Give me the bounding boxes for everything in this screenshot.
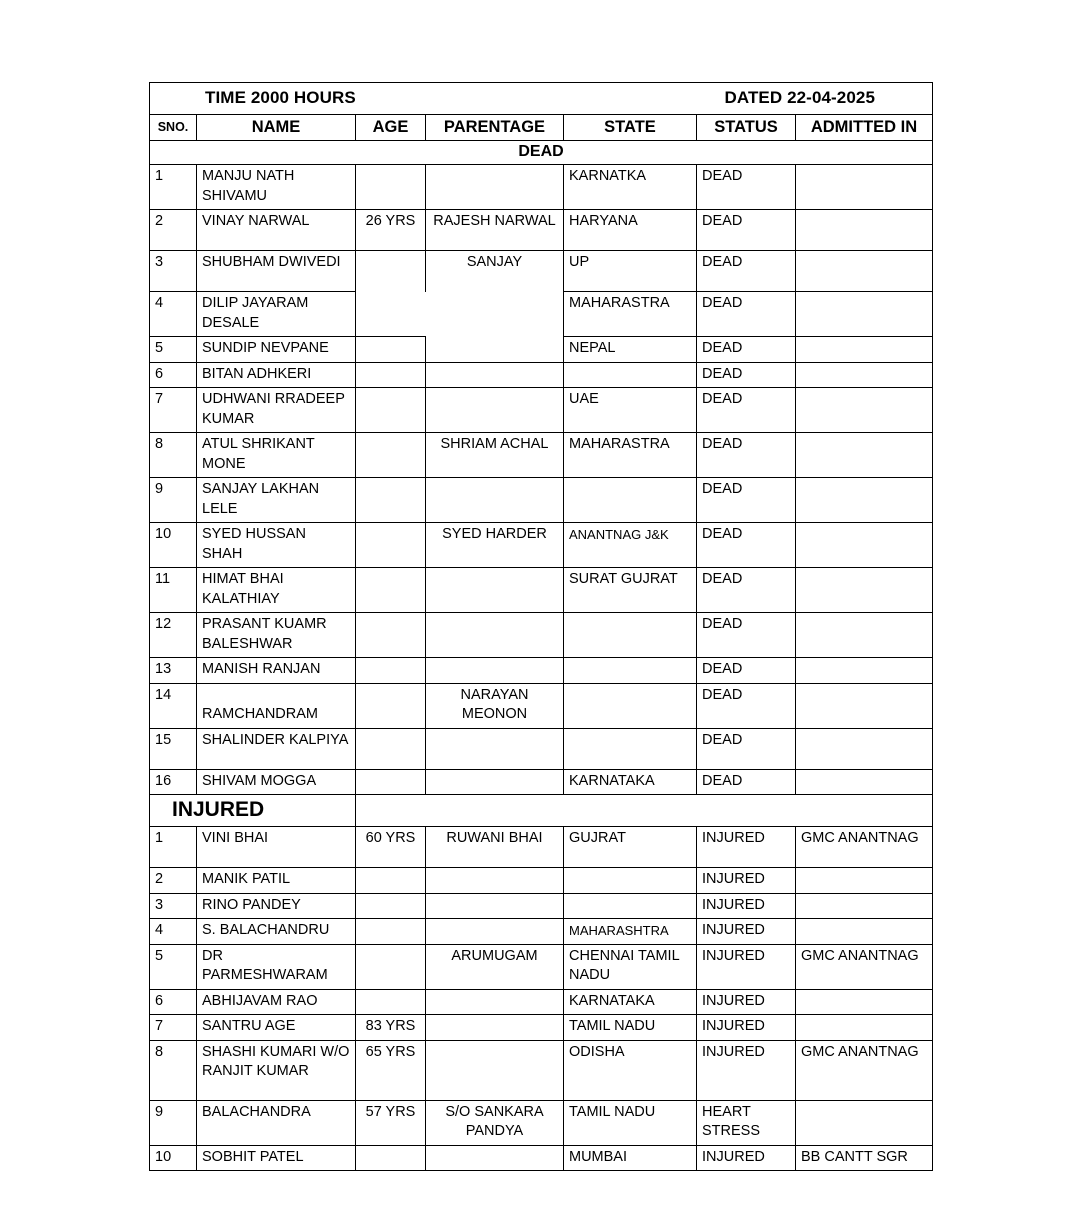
table-row — [150, 388, 933, 433]
cell-state: SURAT GUJRAT — [564, 568, 697, 613]
cell-admitted-in — [796, 1015, 933, 1041]
cell-sno: 3 — [150, 893, 197, 919]
cell-state: NEPAL — [564, 337, 697, 363]
cell-status: DEAD — [697, 728, 796, 769]
cell-sno: 6 — [150, 989, 197, 1015]
cell-admitted-in: GMC ANANTNAG — [796, 1040, 933, 1100]
cell-name: SYED HUSSAN SHAH — [197, 523, 356, 568]
cell-age — [356, 989, 426, 1015]
cell-age — [356, 893, 426, 919]
cell-state: HARYANA — [564, 210, 697, 251]
cell-status: DEAD — [697, 337, 796, 363]
cell-parentage — [426, 1015, 564, 1041]
cell-state — [564, 728, 697, 769]
cell-status: INJURED — [697, 1145, 796, 1171]
cell-parentage — [426, 989, 564, 1015]
cell-admitted-in — [796, 919, 933, 945]
cell-sno: 1 — [150, 827, 197, 868]
cell-name: SHUBHAM DWIVEDI — [197, 251, 356, 292]
cell-admitted-in — [796, 433, 933, 478]
cell-sno: 7 — [150, 1015, 197, 1041]
cell-name: ATUL SHRIKANT MONE — [197, 433, 356, 478]
cell-state: ANANTNAG J&K — [564, 523, 697, 568]
cell-admitted-in: GMC ANANTNAG — [796, 827, 933, 868]
cell-admitted-in — [796, 337, 933, 363]
cell-admitted-in — [796, 388, 933, 433]
table-row — [150, 868, 933, 894]
cell-name: MANJU NATH SHIVAMU — [197, 165, 356, 210]
cell-state — [564, 478, 697, 523]
cell-age — [356, 292, 426, 337]
cell-state — [564, 868, 697, 894]
cell-state: ODISHA — [564, 1040, 697, 1100]
cell-age: 26 YRS — [356, 210, 426, 251]
table-row — [150, 919, 933, 945]
column-header-age: AGE — [356, 115, 426, 141]
cell-name: SANTRU AGE — [197, 1015, 356, 1041]
cell-sno: 9 — [150, 478, 197, 523]
table-row — [150, 362, 933, 388]
date-label: DATED 22-04-2025 — [724, 88, 876, 108]
cell-state: MAHARASHTRA — [564, 919, 697, 945]
cell-parentage — [426, 893, 564, 919]
cell-parentage — [426, 919, 564, 945]
table-row — [150, 728, 933, 769]
cell-sno: 1 — [150, 165, 197, 210]
cell-state: UP — [564, 251, 697, 292]
table-row — [150, 1100, 933, 1145]
cell-parentage: SYED HARDER — [426, 523, 564, 568]
cell-status: HEART STRESS — [697, 1100, 796, 1145]
cell-age — [356, 388, 426, 433]
cell-state — [564, 613, 697, 658]
cell-state: TAMIL NADU — [564, 1015, 697, 1041]
cell-parentage — [426, 658, 564, 684]
column-header-parentage: PARENTAGE — [426, 115, 564, 141]
cell-name: VINI BHAI — [197, 827, 356, 868]
cell-name: S. BALACHANDRU — [197, 919, 356, 945]
cell-parentage — [426, 568, 564, 613]
cell-sno: 6 — [150, 362, 197, 388]
section-banner-dead-label: DEAD — [150, 141, 933, 165]
table-row — [150, 827, 933, 868]
cell-status: INJURED — [697, 944, 796, 989]
cell-sno: 10 — [150, 1145, 197, 1171]
cell-state — [564, 683, 697, 728]
cell-admitted-in: GMC ANANTNAG — [796, 944, 933, 989]
cell-admitted-in — [796, 568, 933, 613]
cell-admitted-in — [796, 728, 933, 769]
column-header-row — [150, 115, 933, 141]
cell-state: KARNATKA — [564, 165, 697, 210]
cell-age: 60 YRS — [356, 827, 426, 868]
table-row — [150, 1040, 933, 1100]
cell-name: VINAY NARWAL — [197, 210, 356, 251]
cell-status: DEAD — [697, 433, 796, 478]
cell-parentage: SHRIAM ACHAL — [426, 433, 564, 478]
cell-status: INJURED — [697, 893, 796, 919]
table-row — [150, 1145, 933, 1171]
column-header-name: NAME — [197, 115, 356, 141]
table-row — [150, 292, 933, 337]
cell-parentage: NARAYAN MEONON — [426, 683, 564, 728]
time-label: TIME 2000 HOURS — [205, 88, 356, 108]
cell-admitted-in — [796, 1100, 933, 1145]
cell-age — [356, 919, 426, 945]
cell-sno: 14 — [150, 683, 197, 728]
cell-parentage — [426, 868, 564, 894]
cell-status: DEAD — [697, 683, 796, 728]
column-header-state: STATE — [564, 115, 697, 141]
cell-admitted-in — [796, 868, 933, 894]
table-row — [150, 210, 933, 251]
cell-parentage — [426, 728, 564, 769]
cell-sno: 2 — [150, 868, 197, 894]
section-banner-injured — [150, 795, 933, 827]
cell-status: DEAD — [697, 210, 796, 251]
cell-age — [356, 944, 426, 989]
table-row — [150, 944, 933, 989]
column-header-status: STATUS — [697, 115, 796, 141]
cell-parentage: ARUMUGAM — [426, 944, 564, 989]
table-row — [150, 523, 933, 568]
cell-admitted-in — [796, 478, 933, 523]
cell-sno: 3 — [150, 251, 197, 292]
cell-parentage — [426, 769, 564, 795]
cell-parentage — [426, 292, 564, 337]
cell-status: INJURED — [697, 919, 796, 945]
cell-name: SUNDIP NEVPANE — [197, 337, 356, 363]
section-banner-injured-label: INJURED — [150, 795, 356, 827]
cell-sno: 12 — [150, 613, 197, 658]
cell-sno: 10 — [150, 523, 197, 568]
cell-sno: 8 — [150, 433, 197, 478]
cell-admitted-in — [796, 251, 933, 292]
cell-name: ABHIJAVAM RAO — [197, 989, 356, 1015]
cell-state — [564, 362, 697, 388]
table-row — [150, 433, 933, 478]
cell-status: DEAD — [697, 658, 796, 684]
cell-status: DEAD — [697, 523, 796, 568]
cell-age — [356, 658, 426, 684]
cell-parentage — [426, 337, 564, 363]
cell-parentage — [426, 478, 564, 523]
cell-sno: 5 — [150, 944, 197, 989]
cell-name: DILIP JAYARAM DESALE — [197, 292, 356, 337]
cell-name: HIMAT BHAI KALATHIAY — [197, 568, 356, 613]
table-row — [150, 478, 933, 523]
cell-state — [564, 658, 697, 684]
title-bar — [150, 83, 933, 115]
cell-status: INJURED — [697, 868, 796, 894]
cell-sno: 13 — [150, 658, 197, 684]
cell-admitted-in: BB CANTT SGR — [796, 1145, 933, 1171]
cell-name — [197, 683, 356, 728]
cell-sno: 4 — [150, 919, 197, 945]
cell-state: MAHARASTRA — [564, 292, 697, 337]
cell-status: INJURED — [697, 1015, 796, 1041]
cell-parentage — [426, 362, 564, 388]
cell-status: DEAD — [697, 251, 796, 292]
section-banner-injured-filler — [356, 795, 933, 827]
table-row — [150, 1015, 933, 1041]
cell-name: DR PARMESHWARAM — [197, 944, 356, 989]
column-header-admitted-in: ADMITTED IN — [796, 115, 933, 141]
cell-name-text: RAMCHANDRAM — [202, 705, 318, 722]
cell-admitted-in — [796, 292, 933, 337]
cell-age — [356, 1145, 426, 1171]
cell-state: MAHARASTRA — [564, 433, 697, 478]
table-row — [150, 658, 933, 684]
cell-state: KARNATAKA — [564, 769, 697, 795]
cell-state: GUJRAT — [564, 827, 697, 868]
cell-age — [356, 337, 426, 363]
cell-admitted-in — [796, 893, 933, 919]
cell-status: DEAD — [697, 769, 796, 795]
cell-age — [356, 165, 426, 210]
table-row — [150, 251, 933, 292]
cell-state: TAMIL NADU — [564, 1100, 697, 1145]
cell-admitted-in — [796, 989, 933, 1015]
cell-state — [564, 893, 697, 919]
cell-state: CHENNAI TAMIL NADU — [564, 944, 697, 989]
casualty-sheet — [149, 82, 932, 1171]
cell-age — [356, 251, 426, 292]
table-row — [150, 683, 933, 728]
cell-sno: 9 — [150, 1100, 197, 1145]
cell-status: DEAD — [697, 292, 796, 337]
cell-name: MANISH RANJAN — [197, 658, 356, 684]
cell-sno: 15 — [150, 728, 197, 769]
cell-parentage — [426, 613, 564, 658]
cell-admitted-in — [796, 683, 933, 728]
cell-name: UDHWANI RRADEEP KUMAR — [197, 388, 356, 433]
cell-age — [356, 868, 426, 894]
cell-age — [356, 362, 426, 388]
cell-parentage — [426, 1145, 564, 1171]
cell-name: BITAN ADHKERI — [197, 362, 356, 388]
cell-parentage: S/O SANKARA PANDYA — [426, 1100, 564, 1145]
cell-parentage: RUWANI BHAI — [426, 827, 564, 868]
cell-parentage: RAJESH NARWAL — [426, 210, 564, 251]
cell-parentage: SANJAY — [426, 251, 564, 292]
column-header-sno: SNO. — [150, 115, 197, 141]
cell-state: KARNATAKA — [564, 989, 697, 1015]
table-row — [150, 613, 933, 658]
cell-admitted-in — [796, 613, 933, 658]
cell-status: DEAD — [697, 613, 796, 658]
cell-name: BALACHANDRA — [197, 1100, 356, 1145]
cell-admitted-in — [796, 523, 933, 568]
cell-age — [356, 613, 426, 658]
cell-sno: 16 — [150, 769, 197, 795]
section-banner-dead — [150, 141, 933, 165]
title-row — [150, 83, 933, 115]
cell-age: 83 YRS — [356, 1015, 426, 1041]
cell-sno: 4 — [150, 292, 197, 337]
cell-name: SHALINDER KALPIYA — [197, 728, 356, 769]
cell-status: DEAD — [697, 362, 796, 388]
cell-state: MUMBAI — [564, 1145, 697, 1171]
cell-parentage — [426, 165, 564, 210]
cell-name: PRASANT KUAMR BALESHWAR — [197, 613, 356, 658]
cell-status: INJURED — [697, 1040, 796, 1100]
cell-status: DEAD — [697, 165, 796, 210]
cell-parentage — [426, 388, 564, 433]
cell-name: SHIVAM MOGGA — [197, 769, 356, 795]
cell-age — [356, 433, 426, 478]
cell-admitted-in — [796, 362, 933, 388]
cell-sno: 7 — [150, 388, 197, 433]
cell-state: UAE — [564, 388, 697, 433]
cell-admitted-in — [796, 210, 933, 251]
cell-status: DEAD — [697, 568, 796, 613]
table-row — [150, 893, 933, 919]
cell-sno: 11 — [150, 568, 197, 613]
cell-admitted-in — [796, 165, 933, 210]
cell-age — [356, 683, 426, 728]
cell-status: INJURED — [697, 827, 796, 868]
cell-status: INJURED — [697, 989, 796, 1015]
cell-status: DEAD — [697, 478, 796, 523]
cell-age: 65 YRS — [356, 1040, 426, 1100]
cell-sno: 2 — [150, 210, 197, 251]
casualty-table — [149, 82, 933, 1171]
cell-parentage — [426, 1040, 564, 1100]
cell-age — [356, 769, 426, 795]
table-row — [150, 337, 933, 363]
table-row — [150, 989, 933, 1015]
cell-name: MANIK PATIL — [197, 868, 356, 894]
table-row — [150, 769, 933, 795]
table-row — [150, 568, 933, 613]
cell-status: DEAD — [697, 388, 796, 433]
cell-age — [356, 478, 426, 523]
cell-sno: 8 — [150, 1040, 197, 1100]
cell-name: SOBHIT PATEL — [197, 1145, 356, 1171]
cell-age — [356, 523, 426, 568]
cell-age — [356, 728, 426, 769]
table-row — [150, 165, 933, 210]
blank-line — [202, 686, 350, 705]
cell-admitted-in — [796, 658, 933, 684]
cell-sno: 5 — [150, 337, 197, 363]
cell-age — [356, 568, 426, 613]
cell-age: 57 YRS — [356, 1100, 426, 1145]
cell-name: SHASHI KUMARI W/O RANJIT KUMAR — [197, 1040, 356, 1100]
cell-name: RINO PANDEY — [197, 893, 356, 919]
cell-name: SANJAY LAKHAN LELE — [197, 478, 356, 523]
cell-admitted-in — [796, 769, 933, 795]
